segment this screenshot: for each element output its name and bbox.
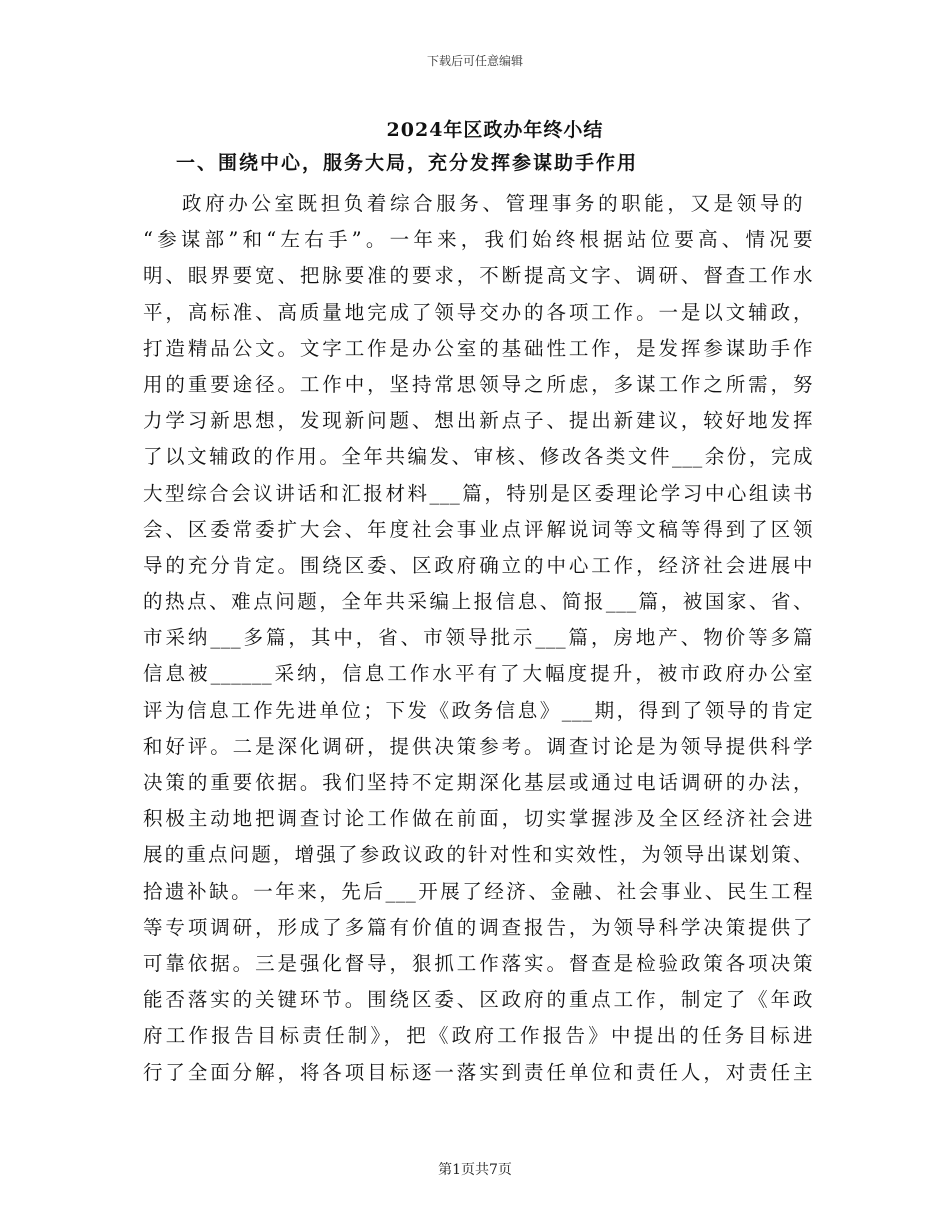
document-title: 2024年区政办年终小结 <box>386 119 604 141</box>
paragraph-line: 平，高标准、高质量地完成了领导交办的各项工作。一是以文辅政， <box>143 300 813 324</box>
page-header-note: 下载后可任意编辑 <box>426 54 523 68</box>
section-heading: 一、围绕中心，服务大局，充分发挥参谋助手作用 <box>176 152 639 174</box>
paragraph-line: “参谋部”和“左右手”。一年来，我们始终根据站位要高、情况要 <box>143 228 813 252</box>
paragraph-line: 决策的重要依据。我们坚持不定期深化基层或通过电话调研的办法， <box>143 771 813 794</box>
paragraph-line: 市采纳___多篇，其中，省、市领导批示___篇，房地产、物价等多篇 <box>143 626 813 650</box>
paragraph-line: 会、区委常委扩大会、年度社会事业点评解说词等文稿等得到了区领 <box>143 517 813 541</box>
paragraph-line: 可靠依据。三是强化督导，狠抓工作落实。督查是检验政策各项决策 <box>143 951 813 975</box>
paragraph-line: 政府办公室既担负着综合服务、管理事务的职能，又是领导的 <box>182 192 803 215</box>
paragraph-line: 等专项调研，形成了多篇有价值的调查报告，为领导科学决策提供了 <box>143 915 813 939</box>
paragraph-line: 大型综合会议讲话和汇报材料___篇，特别是区委理论学习中心组读书 <box>143 481 813 505</box>
paragraph-line: 用的重要途径。工作中，坚持常思领导之所虑，多谋工作之所需，努 <box>143 372 813 396</box>
body-paragraph <box>143 186 813 1091</box>
paragraph-line: 了以文辅政的作用。全年共编发、审核、修改各类文件___余份，完成 <box>143 445 813 469</box>
paragraph-line: 和好评。二是深化调研，提供决策参考。调查讨论是为领导提供科学 <box>143 734 813 758</box>
paragraph-line: 信息被______采纳，信息工作水平有了大幅度提升，被市政府办公室 <box>143 662 813 686</box>
paragraph-line: 明、眼界要宽、把脉要准的要求，不断提高文字、调研、督查工作水 <box>143 264 813 288</box>
page-number: 第1页共7页 <box>438 1162 512 1178</box>
paragraph-line: 的热点、难点问题，全年共采编上报信息、简报___篇，被国家、省、 <box>143 590 813 614</box>
paragraph-line: 府工作报告目标责任制》，把《政府工作报告》中提出的任务目标进 <box>143 1024 813 1048</box>
paragraph-line: 评为信息工作先进单位；下发《政务信息》___期，得到了领导的肯定 <box>143 698 813 722</box>
paragraph-line: 积极主动地把调查讨论工作做在前面，切实掌握涉及全区经济社会进 <box>143 807 813 831</box>
paragraph-line: 行了全面分解，将各项目标逐一落实到责任单位和责任人，对责任主 <box>143 1060 813 1084</box>
paragraph-line: 导的充分肯定。围绕区委、区政府确立的中心工作，经济社会进展中 <box>143 553 813 577</box>
paragraph-line: 拾遗补缺。一年来，先后___开展了经济、金融、社会事业、民生工程 <box>143 879 813 903</box>
paragraph-line: 展的重点问题，增强了参政议政的针对性和实效性，为领导出谋划策、 <box>143 843 813 867</box>
paragraph-line: 力学习新思想，发现新问题、想出新点子、提出新建议，较好地发挥 <box>143 409 813 433</box>
paragraph-line: 能否落实的关键环节。围绕区委、区政府的重点工作，制定了《年政 <box>143 988 813 1012</box>
paragraph-line: 打造精品公文。文字工作是办公室的基础性工作，是发挥参谋助手作 <box>143 336 813 360</box>
